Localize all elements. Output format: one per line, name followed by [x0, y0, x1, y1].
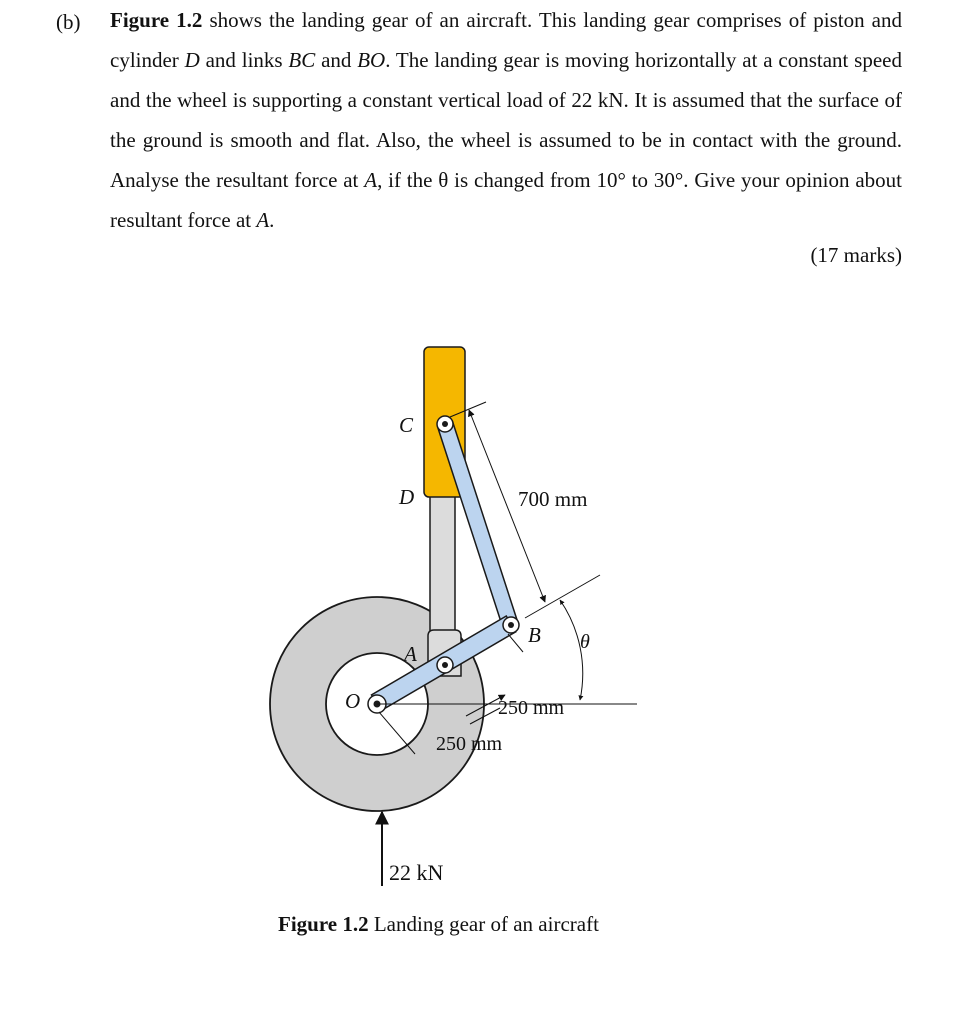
marks-label: (17 marks)	[810, 243, 902, 267]
label-o: O	[345, 689, 361, 713]
reference-line-incline	[525, 575, 600, 618]
label-load: 22 kN	[389, 860, 444, 885]
symbol-bc: BC	[288, 48, 316, 72]
symbol-bo: BO	[357, 48, 386, 72]
symbol-d: D	[184, 48, 200, 72]
dimension-line-bo	[508, 634, 523, 652]
question-label: (b)	[56, 10, 81, 34]
question-text-part: shows the landing gear of an aircraft. This landing gear comprises of piston and cylinder	[110, 8, 902, 72]
question-text-part: and	[315, 48, 358, 72]
question-text-part: , if the θ is changed from 10° to 30°. Give your opinion about resultant force at	[110, 168, 902, 232]
piston-rod	[430, 495, 455, 640]
pin-a	[437, 657, 453, 673]
pin-b	[503, 617, 519, 633]
label-theta: θ	[580, 631, 590, 653]
label-a: A	[404, 642, 417, 666]
figure-reference: Figure 1.2	[110, 8, 203, 32]
caption-text: Landing gear of an aircraft	[368, 912, 599, 936]
question-text-part: .	[269, 208, 275, 232]
label-b: B	[528, 623, 541, 647]
label-d: D	[399, 485, 415, 509]
question-text-part: and links	[199, 48, 289, 72]
caption-figure-number: Figure 1.2	[278, 912, 369, 936]
label-dim-bc: 700 mm	[518, 487, 588, 511]
question-text-part: . The landing gear is moving horizontally at a constant speed and the wheel is supporting a constant vertical load of 22 kN. It is assumed that the surface of the ground is smooth and flat. Also, the wheel is assumed to be in contact with the ground. Analyse the resultant force at	[110, 48, 902, 192]
label-c: C	[399, 413, 414, 437]
label-dim-bo: 250 mm	[498, 697, 565, 719]
pin-c	[437, 416, 453, 432]
figure-caption	[278, 912, 599, 937]
symbol-a: A	[364, 168, 378, 192]
symbol-a: A	[256, 208, 270, 232]
label-dim-radius: 250 mm	[436, 733, 503, 755]
